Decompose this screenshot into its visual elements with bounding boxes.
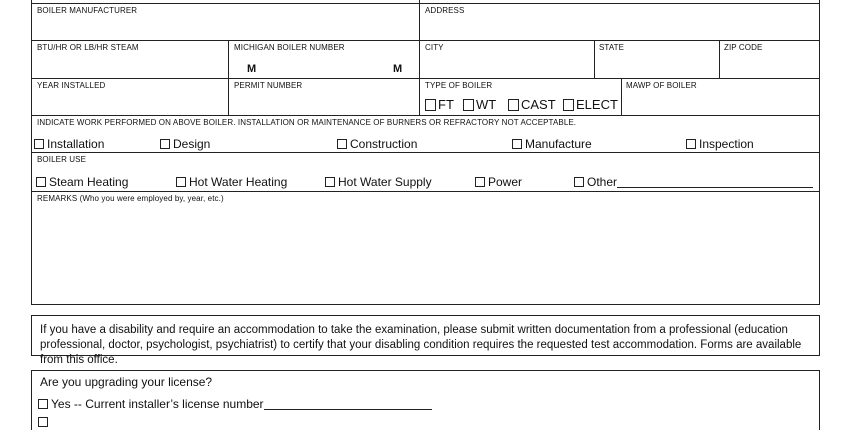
row-divider — [32, 78, 819, 79]
column-divider — [419, 0, 420, 115]
michigan-prefix-m: M — [247, 63, 257, 75]
use-option-steam-heating[interactable]: Steam Heating — [36, 175, 128, 189]
city-label: CITY — [425, 43, 444, 52]
state-label: STATE — [599, 43, 625, 52]
checkbox-icon[interactable] — [325, 177, 335, 187]
checkbox-icon[interactable] — [686, 139, 696, 149]
upgrade-yes-option[interactable]: Yes -- Current installer’s license number — [38, 397, 432, 411]
boiler-type-ft[interactable]: FT — [425, 97, 454, 112]
column-divider — [594, 40, 595, 78]
column-divider — [228, 40, 229, 115]
checkbox-icon[interactable] — [574, 177, 584, 187]
disability-notice-box — [31, 315, 820, 366]
row-divider — [32, 3, 819, 4]
boiler-type-wt[interactable]: WT — [463, 97, 496, 112]
license-number-blank-line[interactable] — [264, 398, 432, 410]
michigan-prefix-m: M — [393, 63, 403, 75]
checkbox-icon[interactable] — [38, 417, 48, 427]
boiler-use-label: BOILER USE — [37, 155, 87, 164]
checkbox-icon[interactable] — [36, 177, 46, 187]
row-divider — [32, 40, 819, 41]
disability-notice-text: If you have a disability and require an accommodation to take the examination, please submit written documentation from a professional (education professional, doctor, psychologist, psychiatrist) to certify that your disabling condition requires the requested test accommodation. Forms are available from this office. — [40, 324, 802, 366]
type-of-boiler-label: TYPE OF BOILER — [425, 81, 493, 90]
use-option-power[interactable]: Power — [475, 175, 522, 189]
address-label: ADDRESS — [425, 6, 465, 15]
use-option-other[interactable]: Other — [574, 175, 813, 189]
checkbox-icon[interactable] — [160, 139, 170, 149]
work-option-inspection[interactable]: Inspection — [686, 137, 754, 151]
checkbox-icon[interactable] — [463, 99, 474, 111]
checkbox-icon[interactable] — [475, 177, 485, 187]
work-performed-label: INDICATE WORK PERFORMED ON ABOVE BOILER. INSTALLATION OR MAINTENANCE OF BURNERS OR REFRACTORY NOT ACCEPTABLE. — [37, 118, 577, 127]
checkbox-icon[interactable] — [425, 99, 436, 111]
year-installed-label: YEAR INSTALLED — [37, 81, 106, 90]
checkbox-icon[interactable] — [563, 99, 574, 111]
column-divider — [621, 78, 622, 115]
row-divider — [32, 152, 819, 153]
permit-number-label: PERMIT NUMBER — [234, 81, 303, 90]
boiler-info-form — [31, 0, 820, 305]
row-divider — [32, 191, 819, 192]
boiler-type-elect[interactable]: ELECT — [563, 97, 618, 112]
checkbox-icon[interactable] — [337, 139, 347, 149]
work-option-design[interactable]: Design — [160, 137, 210, 151]
manufacturer-label: BOILER MANUFACTURER — [37, 6, 138, 15]
checkbox-icon[interactable] — [512, 139, 522, 149]
mawp-label: MAWP OF BOILER — [626, 81, 697, 90]
upgrade-question: Are you upgrading your license? — [40, 375, 213, 389]
other-blank-line[interactable] — [617, 176, 813, 188]
btu-label: BTU/HR OR LB/HR STEAM — [37, 43, 139, 52]
boiler-type-cast[interactable]: CAST — [508, 97, 556, 112]
remarks-label: REMARKS (Who you were employed by, year, etc.) — [37, 194, 224, 203]
upgrade-license-box — [31, 370, 820, 430]
checkbox-icon[interactable] — [508, 99, 519, 111]
checkbox-icon[interactable] — [34, 139, 44, 149]
use-option-hot-water-supply[interactable]: Hot Water Supply — [325, 175, 432, 189]
michigan-number-label: MICHIGAN BOILER NUMBER — [234, 43, 345, 52]
work-option-construction[interactable]: Construction — [337, 137, 417, 151]
use-option-hot-water-heating[interactable]: Hot Water Heating — [176, 175, 287, 189]
zip-label: ZIP CODE — [724, 43, 763, 52]
work-option-installation[interactable]: Installation — [34, 137, 104, 151]
checkbox-icon[interactable] — [38, 399, 48, 409]
row-divider — [32, 115, 819, 116]
work-option-manufacture[interactable]: Manufacture — [512, 137, 592, 151]
checkbox-icon[interactable] — [176, 177, 186, 187]
column-divider — [719, 40, 720, 78]
